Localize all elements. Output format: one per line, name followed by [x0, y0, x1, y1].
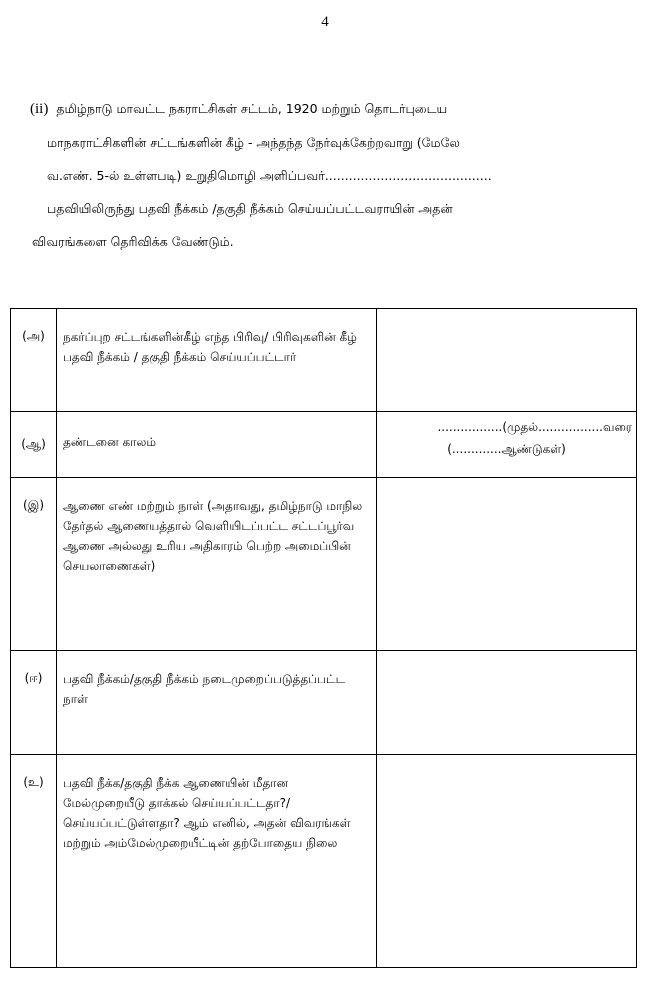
row-label: (ஈ) [11, 650, 57, 754]
answer-cell[interactable] [377, 755, 637, 968]
period-from-to: .................(முதல்.................வரை [437, 420, 632, 435]
answer-cell[interactable] [377, 309, 637, 412]
intro-line-1: தமிழ்நாடு மாவட்ட நகராட்சிகள் சட்டம், 1920 மற்றும் தொடர்புடைய [56, 101, 448, 116]
row-question: நகர்ப்புற சட்டங்களின்கீழ் எந்த பிரிவு/ பிரிவுகளின் கீழ் பதவி நீக்கம் / தகுதி நீக்கம் செய்யப்பட்டார் [57, 309, 377, 412]
table-row [11, 755, 637, 968]
row-question: பதவி நீக்கம்/தகுதி நீக்கம் நடைமுறைப்படுத்தப்பட்ட நாள் [57, 650, 377, 754]
table-row [11, 477, 637, 650]
row-label: (உ) [11, 755, 57, 968]
section-marker: (ii) [30, 101, 49, 117]
intro-line-3: வ.எண். 5-ல் உள்ளபடி) உறுதிமொழி அளிப்பவர்.......................................... [47, 168, 492, 183]
intro-line-2: மாநகராட்சிகளின் சட்டங்களின் கீழ் - அந்தந்த நேர்வுக்கேற்றவாறு (மேலே [47, 135, 460, 150]
row-question: தண்டனை காலம் [57, 412, 377, 477]
answer-cell[interactable] [377, 650, 637, 754]
intro-line-4: பதவியிலிருந்து பதவி நீக்கம் /தகுதி நீக்கம் செய்யப்பட்டவராயின் அதன் [47, 201, 453, 216]
answer-cell[interactable] [377, 477, 637, 650]
page-number: 4 [321, 14, 329, 30]
intro-paragraph [30, 92, 620, 258]
period-years: (.............ஆண்டுகள்) [447, 442, 566, 457]
answer-cell[interactable] [377, 412, 637, 477]
row-label: (அ) [11, 309, 57, 412]
table-row [11, 412, 637, 477]
table-row [11, 309, 637, 412]
row-question: ஆணை எண் மற்றும் நாள் (அதாவது, தமிழ்நாடு மாநில தேர்தல் ஆணையத்தால் வெளியிடப்பட்ட சட்டப்பூர்வ ஆணை அல்லது உரிய அதிகாரம் பெற்ற அமைப்பின் செயலாணைகள்) [57, 477, 377, 650]
row-question: பதவி நீக்க/தகுதி நீக்க ஆணையின் மீதான மேல்முறையீடு தாக்கல் செய்யப்பட்டதா?/செய்யப்பட்டுள்ளதா? ஆம் எனில், அதன் விவரங்கள் மற்றும் அம்மேல்முறையீட்டின் தற்போதைய நிலை [57, 755, 377, 968]
row-label: (ஆ) [11, 412, 57, 477]
table-row [11, 650, 637, 754]
row-label: (இ) [11, 477, 57, 650]
intro-line-5: விவரங்களை தெரிவிக்க வேண்டும். [32, 234, 234, 249]
details-table [10, 308, 637, 968]
